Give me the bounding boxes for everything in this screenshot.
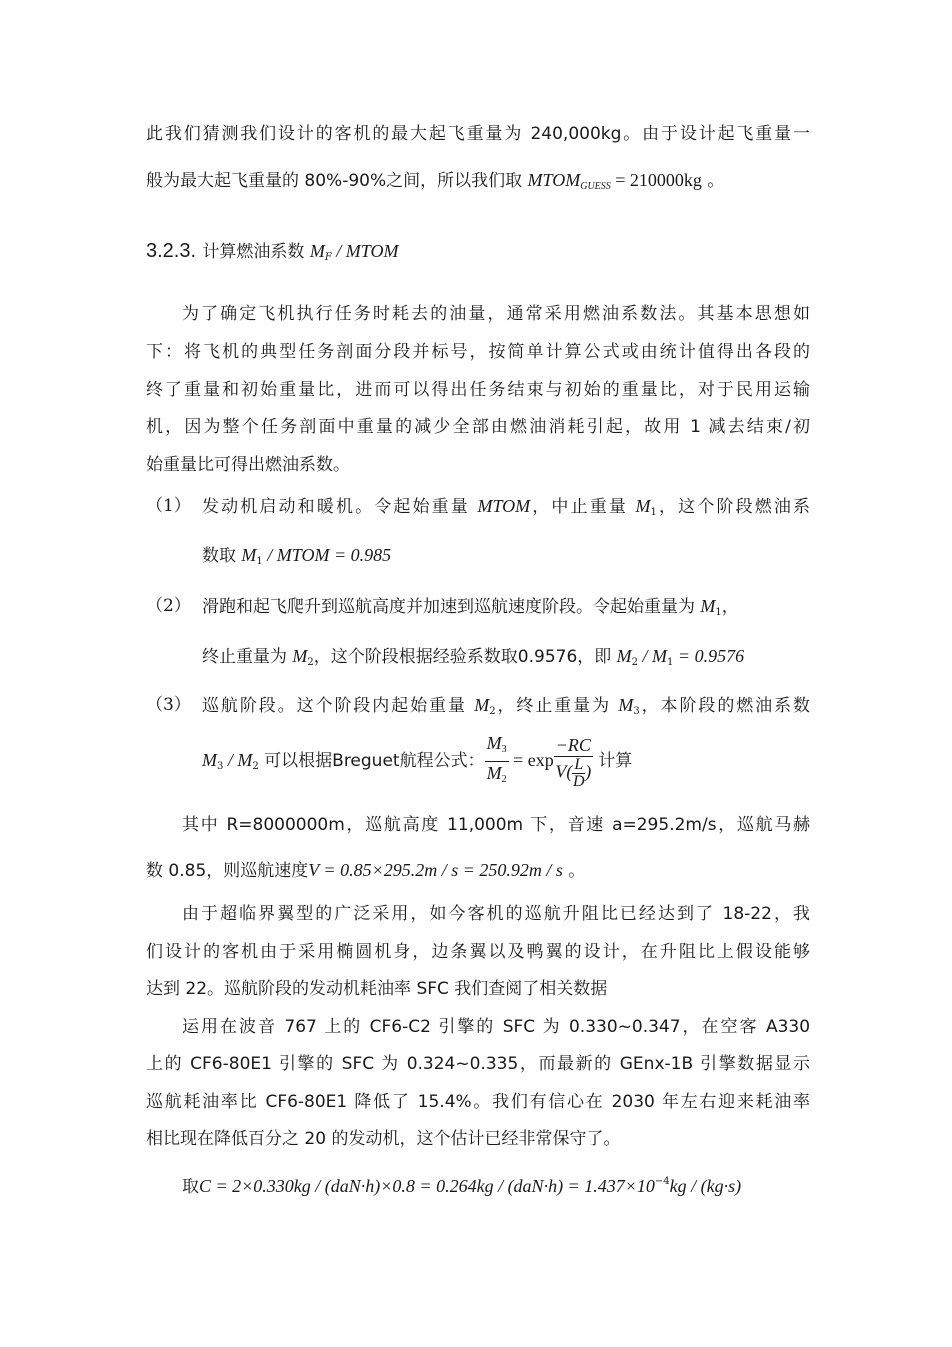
intro-line-2: 般为最大起飞重量的 80%-90%之间，所以我们取 $MTOM_{GUESS} = 210000kg$ 。 [146, 170, 725, 192]
list-item-3-line-2: $M_3 / M_2$ 可以根据Breguet航程公式： $\frac{M_3}{M_2}$ = exp −RC V( $\frac{L}{D}$ ) 计算 [202, 733, 633, 790]
cruise-line-1: 其中 R=8000000m，巡航高度 11,000m 下，音速 a=295.2m/s，巡航马赫 [182, 815, 811, 835]
breguet-fraction-left: $\frac{M_3}{M_2}$ [486, 733, 507, 785]
cruise-line-2: 数 0.85，则巡航速度V = 0.85×295.2m / s = 250.92m / s 。 [146, 860, 586, 881]
list-item-2-line-1: 滑跑和起飞爬升到巡航高度并加速到巡航速度阶段。令起始重量为 $M_1$， [202, 596, 739, 618]
list-item-number: （2） [146, 596, 191, 616]
list-item-3-line-1: 巡航阶段。这个阶段内起始重量 $M_2$，终止重量为 $M_3$，本阶段的燃油系数 [202, 695, 810, 717]
method-line-1: 为了确定飞机执行任务时耗去的油量，通常采用燃油系数法。其基本思想如 [182, 304, 810, 324]
list-item-number: （1） [146, 496, 191, 516]
sfc-line-4: 相比现在降低百分之 20 的发动机，这个估计已经非常保守了。 [146, 1129, 621, 1149]
breguet-fraction-right: −RC V( $\frac{L}{D}$ ) [555, 734, 592, 790]
mtom-guess-formula: $MTOM_{GUESS}$ [527, 170, 611, 192]
sfc-line-3: 巡航耗油率比 CF6-80E1 降低了 15.4%。我们有信心在 2030 年左右迎来耗油率 [146, 1092, 811, 1112]
method-line-5: 始重量比可得出燃油系数。 [146, 455, 350, 475]
section-heading: 3.2.3. 计算燃油系数 $M_F$ / MTOM [146, 240, 399, 263]
list-item-1-line-2: 数取 $M_1$ / MTOM = 0.985 [202, 545, 392, 567]
list-item-1-line-1: 发动机启动和暖机。令起始重量 MTOM，中止重量 $M_1$，这个阶段燃油系 [202, 496, 811, 518]
sfc-line-1: 运用在波音 767 上的 CF6-C2 引擎的 SFC 为 0.330~0.347，在空客 A330 [182, 1017, 811, 1037]
method-line-3: 终了重量和初始重量比，进而可以得出任务结束与初始的重量比，对于民用运输 [146, 380, 810, 400]
list-item-2-line-2: 终止重量为 $M_2$，这个阶段根据经验系数取0.9576，即 $M_2 / M_1 = 0.9576$ [202, 646, 745, 668]
cruise-speed-formula: V = 0.85×295.2m / s = 250.92m / s [308, 860, 563, 880]
ld-line-2: 们设计的客机由于采用椭圆机身，边条翼以及鸭翼的设计，在升阻比上假设能够 [146, 942, 810, 962]
sfc-value-formula: 取$C = 2\times 0.330kg / (daN\cdot h)\times 0.8 = 0.264kg / (daN\cdot h) = 1.437\times 10^{-4}kg / (kg\cdot s)$ [182, 1176, 742, 1197]
sfc-line-2: 上的 CF6-80E1 引擎的 SFC 为 0.324~0.335，而最新的 GEnx-1B 引擎数据显示 [146, 1054, 811, 1074]
method-line-4: 机，因为整个任务剖面中重量的减少全部由燃油消耗引起，故用 1 减去结束/初 [146, 417, 811, 437]
list-item-number: （3） [146, 695, 191, 715]
intro-line-1: 此我们猜测我们设计的客机的最大起飞重量为 240,000kg。由于设计起飞重量一 [146, 124, 811, 144]
ld-line-3: 达到 22。巡航阶段的发动机耗油率 SFC 我们查阅了相关数据 [146, 979, 608, 999]
ld-line-1: 由于超临界翼型的广泛采用，如今客机的巡航升阻比已经达到了 18-22，我 [182, 904, 810, 924]
method-line-2: 下：将飞机的典型任务剖面分段并标号，按简单计算公式或由统计值得出各段的 [146, 342, 810, 362]
